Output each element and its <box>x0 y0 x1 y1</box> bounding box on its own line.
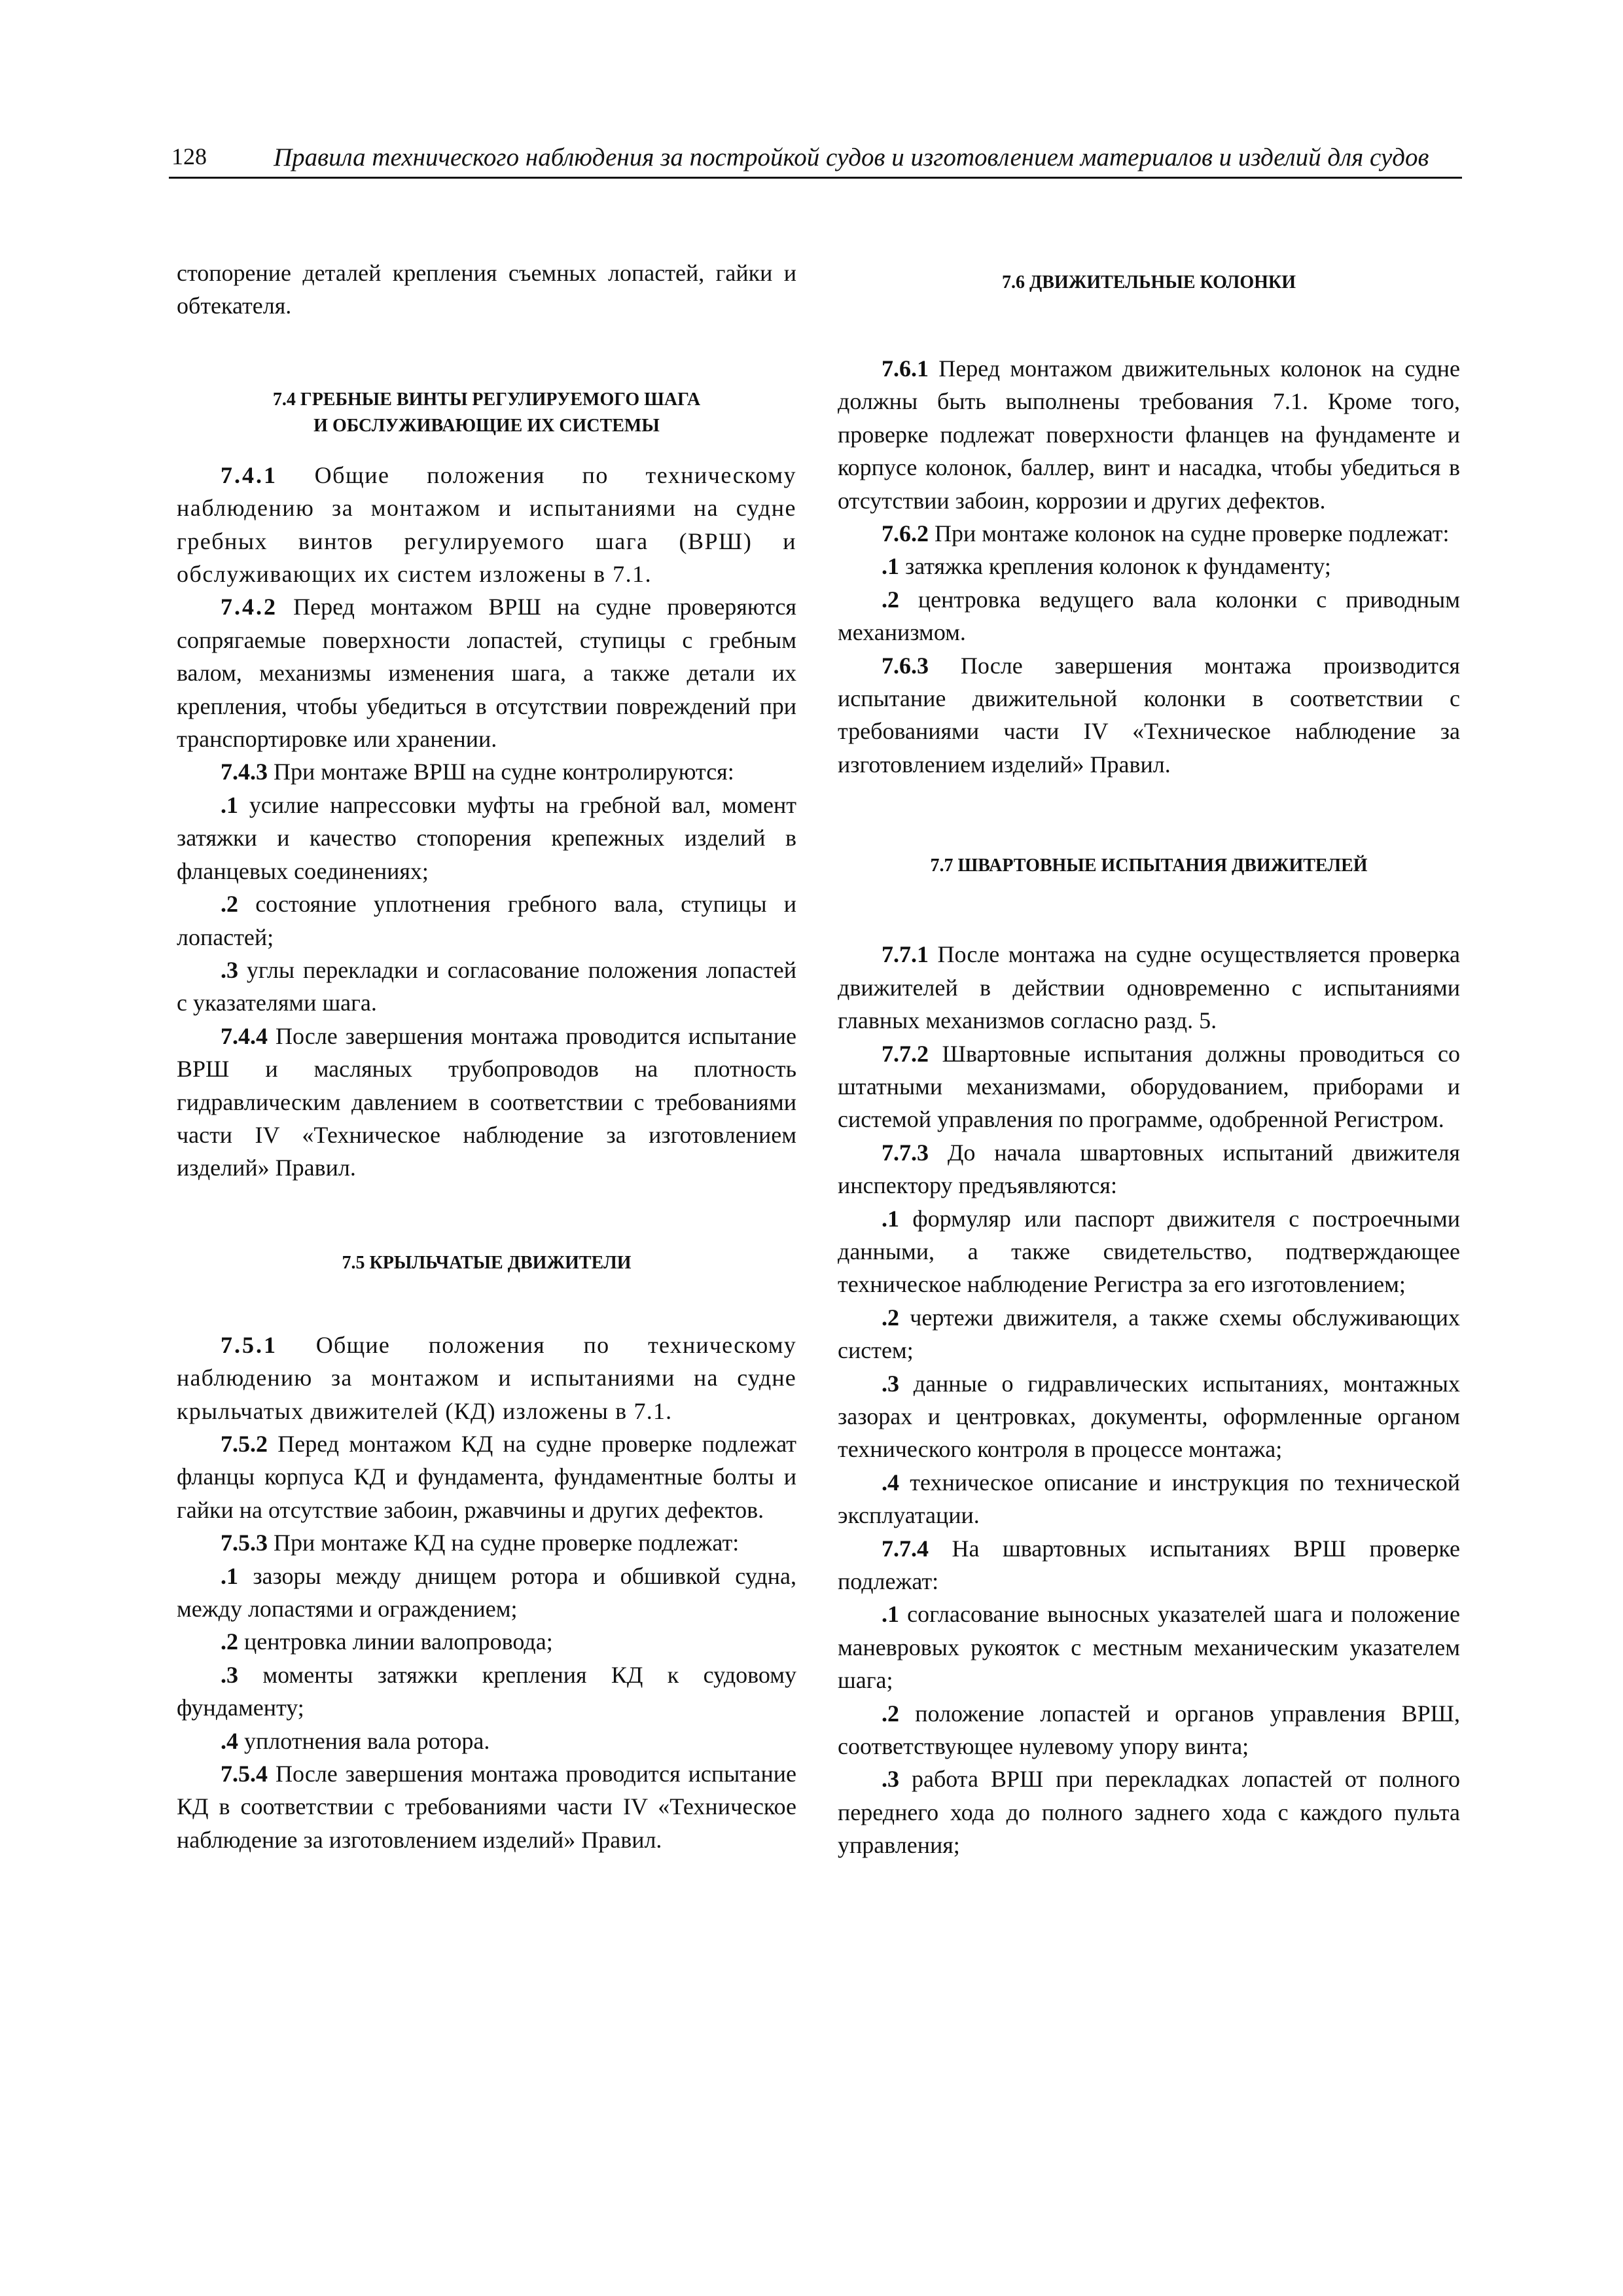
item-text: техническое описание и инструкция по технической эксплуатации. <box>838 1469 1460 1529</box>
item-text: состояние уплотнения гребного вала, ступицы и лопастей; <box>177 891 796 950</box>
clause-number: 7.4.3 <box>221 759 268 785</box>
clause-text: До начала швартовных испытаний движителя инспектору предъявляются: <box>838 1139 1460 1199</box>
clause-number: 7.7.1 <box>882 941 929 968</box>
item-number: .1 <box>221 1562 238 1589</box>
item-text: работа ВРШ при перекладках лопастей от полного переднего хода до полного заднего хода с каждого пульта управления; <box>838 1766 1460 1859</box>
clause-number: 7.6.3 <box>882 652 929 679</box>
item-number: .3 <box>882 1766 899 1793</box>
item-text: формуляр или паспорт движителя с построечными данными, а также свидетельство, подтверждающее техническое наблюдение Регистра за его изготовлением; <box>838 1205 1460 1298</box>
running-title: Правила технического наблюдения за постройкой судов и изготовлением материалов и изделий для судов <box>274 143 1429 171</box>
list-item <box>177 1725 796 1757</box>
right-column <box>838 257 1460 1862</box>
section-heading-7-5 <box>177 1250 796 1276</box>
page-number: 128 <box>171 143 207 170</box>
clause-text: Швартовные испытания должны проводиться со штатными механизмами, оборудованием, приборами и системой управления по программе, одобренной Регистром. <box>838 1040 1460 1133</box>
list-item <box>838 1466 1460 1532</box>
item-text: согласование выносных указателей шага и положение маневровых рукояток с местным механическим указателем шага; <box>838 1601 1460 1694</box>
item-number: .1 <box>221 791 238 818</box>
list-item <box>838 1697 1460 1763</box>
list-item <box>838 583 1460 649</box>
list-item <box>177 1560 796 1626</box>
paragraph-7-7-3 <box>838 1136 1460 1202</box>
clause-text: Перед монтажом ВРШ на судне проверяются сопрягаемые поверхности лопастей, ступицы с гребным валом, механизмы изменения шага, а также детали их крепления, чтобы убедиться в отсутствии повреждений при транспортировке или хранении. <box>177 594 796 753</box>
heading-line: 7.5 КРЫЛЬЧАТЫЕ ДВИЖИТЕЛИ <box>342 1252 632 1273</box>
clause-number: 7.7.3 <box>882 1139 929 1166</box>
clause-text: Перед монтажом движительных колонок на судне должны быть выполнены требования 7.1. Кроме того, проверке подлежат поверхности фланцев на фундаменте и корпусе колонок, баллер, винт и насадка, чтобы убедиться в отсутствии забоин, коррозии и других дефектов. <box>838 355 1460 514</box>
item-text: углы перекладки и согласование положения лопастей с указателями шага. <box>177 956 796 1016</box>
paragraph-intro: стопорение деталей крепления съемных лопастей, гайки и обтекателя. <box>177 260 796 319</box>
clause-number: 7.5.1 <box>221 1331 277 1358</box>
paragraph-7-5-3 <box>177 1526 796 1559</box>
item-number: .1 <box>882 1601 899 1628</box>
list-item <box>838 1202 1460 1301</box>
paragraph-7-5-1 <box>177 1329 796 1427</box>
paragraph-7-6-2 <box>838 517 1460 550</box>
list-item <box>838 1763 1460 1861</box>
clause-text: Общие положения по техническому наблюдению за монтажом и испытаниями на судне крыльчатых движителей (КД) изложены в 7.1. <box>177 1331 796 1424</box>
item-text: усилие напрессовки муфты на гребной вал, момент затяжки и качество стопорения крепежных изделий в фланцевых соединениях; <box>177 791 796 884</box>
item-text: данные о гидравлических испытаниях, монтажных зазорах и центровках, документы, оформленные органом технического контроля в процессе монтажа; <box>838 1370 1460 1463</box>
list-item <box>177 1625 796 1658</box>
item-text: затяжка крепления колонок к фундаменту; <box>899 553 1331 580</box>
left-column <box>177 257 796 1856</box>
clause-number: 7.5.3 <box>221 1530 268 1556</box>
list-item <box>177 789 796 888</box>
header-rule <box>169 177 1462 179</box>
section-heading-7-7 <box>838 853 1460 879</box>
list-item <box>838 1301 1460 1367</box>
clause-number: 7.6.2 <box>882 520 929 547</box>
heading-line: 7.6 ДВИЖИТЕЛЬНЫЕ КОЛОНКИ <box>1002 272 1296 293</box>
paragraph-7-4-3 <box>177 755 796 788</box>
running-header <box>171 143 1461 181</box>
item-text: зазоры между днищем ротора и обшивкой судна, между лопастями и ограждением; <box>177 1562 796 1622</box>
clause-text: После завершения монтажа производится испытание движительной колонки в соответствии с требованиями части IV «Техническое наблюдение за изготовлением изделий» Правил. <box>838 652 1460 778</box>
paragraph-7-6-3 <box>838 649 1460 781</box>
item-number: .2 <box>882 586 899 613</box>
item-text: центровка линии валопровода; <box>238 1628 553 1655</box>
heading-line: 7.4 ГРЕБНЫЕ ВИНТЫ РЕГУЛИРУЕМОГО ШАГА <box>272 389 701 410</box>
clause-text: После завершения монтажа проводится испытание КД в соответствии с требованиями части IV «Техническое наблюдение за изготовлением изделий» Правил. <box>177 1761 796 1853</box>
clause-text: Общие положения по техническому наблюдению за монтажом и испытаниями на судне гребных винтов регулируемого шага (ВРШ) и обслуживающих их систем изложены в 7.1. <box>177 461 796 588</box>
item-number: .3 <box>882 1370 899 1397</box>
item-number: .2 <box>882 1304 899 1331</box>
paragraph-7-4-1 <box>177 459 796 591</box>
item-number: .1 <box>882 1205 899 1232</box>
clause-number: 7.5.4 <box>221 1761 268 1787</box>
clause-number: 7.7.4 <box>882 1535 929 1562</box>
section-heading-7-4 <box>177 387 796 439</box>
item-number: .2 <box>882 1700 899 1727</box>
paragraph-7-6-1 <box>838 352 1460 517</box>
list-item <box>177 1659 796 1725</box>
list-item <box>838 550 1460 583</box>
item-text: моменты затяжки крепления КД к судовому фундаменту; <box>177 1661 796 1721</box>
paragraph-7-7-2 <box>838 1037 1460 1136</box>
item-number: .4 <box>221 1727 238 1754</box>
clause-text: Перед монтажом КД на судне проверке подлежат фланцы корпуса КД и фундамента, фундаментные болты и гайки на отсутствие забоин, ржавчины и других дефектов. <box>177 1430 796 1523</box>
item-number: .3 <box>221 956 238 983</box>
paragraph-7-7-4 <box>838 1532 1460 1598</box>
paragraph-7-5-2 <box>177 1427 796 1526</box>
clause-text: При монтаже колонок на судне проверке подлежат: <box>929 520 1450 547</box>
clause-text: После завершения монтажа проводится испытание ВРШ и масляных трубопроводов на плотность гидравлическим давлением в соответствии с требованиями части IV «Техническое наблюдение за изготовлением изделий» Правил. <box>177 1022 796 1181</box>
item-text: уплотнения вала ротора. <box>238 1727 490 1754</box>
list-item <box>177 954 796 1020</box>
heading-line: И ОБСЛУЖИВАЮЩИЕ ИХ СИСТЕМЫ <box>313 415 660 436</box>
list-item <box>177 888 796 954</box>
clause-number: 7.4.2 <box>221 594 277 620</box>
list-item <box>838 1598 1460 1696</box>
list-item <box>838 1367 1460 1466</box>
clause-text: При монтаже КД на судне проверке подлежат: <box>268 1530 740 1556</box>
paragraph-7-4-2 <box>177 590 796 755</box>
item-number: .2 <box>221 891 238 918</box>
clause-text: После монтажа на судне осуществляется проверка движителей в действии одновременно с испытаниями главных механизмов согласно разд. 5. <box>838 941 1460 1034</box>
item-text: чертежи движителя, а также схемы обслуживающих систем; <box>838 1304 1460 1364</box>
paragraph-7-7-1 <box>838 938 1460 1037</box>
paragraph-7-5-4 <box>177 1757 796 1856</box>
item-text: центровка ведущего вала колонки с приводным механизмом. <box>838 586 1460 646</box>
clause-text: При монтаже ВРШ на судне контролируются: <box>268 759 734 785</box>
item-text: положение лопастей и органов управления ВРШ, соответствующее нулевому упору винта; <box>838 1700 1460 1760</box>
clause-number: 7.6.1 <box>882 355 929 382</box>
item-number: .2 <box>221 1628 238 1655</box>
clause-number: 7.4.1 <box>221 461 277 488</box>
paragraph-7-4-4 <box>177 1020 796 1185</box>
item-number: .3 <box>221 1661 238 1688</box>
clause-number: 7.5.2 <box>221 1430 268 1457</box>
clause-number: 7.7.2 <box>882 1040 929 1067</box>
clause-number: 7.4.4 <box>221 1022 268 1049</box>
clause-text: На швартовных испытаниях ВРШ проверке подлежат: <box>838 1535 1460 1594</box>
section-heading-7-6 <box>838 270 1460 296</box>
heading-line: 7.7 ШВАРТОВНЫЕ ИСПЫТАНИЯ ДВИЖИТЕЛЕЙ <box>930 855 1368 876</box>
item-number: .1 <box>882 553 899 580</box>
item-number: .4 <box>882 1469 899 1496</box>
